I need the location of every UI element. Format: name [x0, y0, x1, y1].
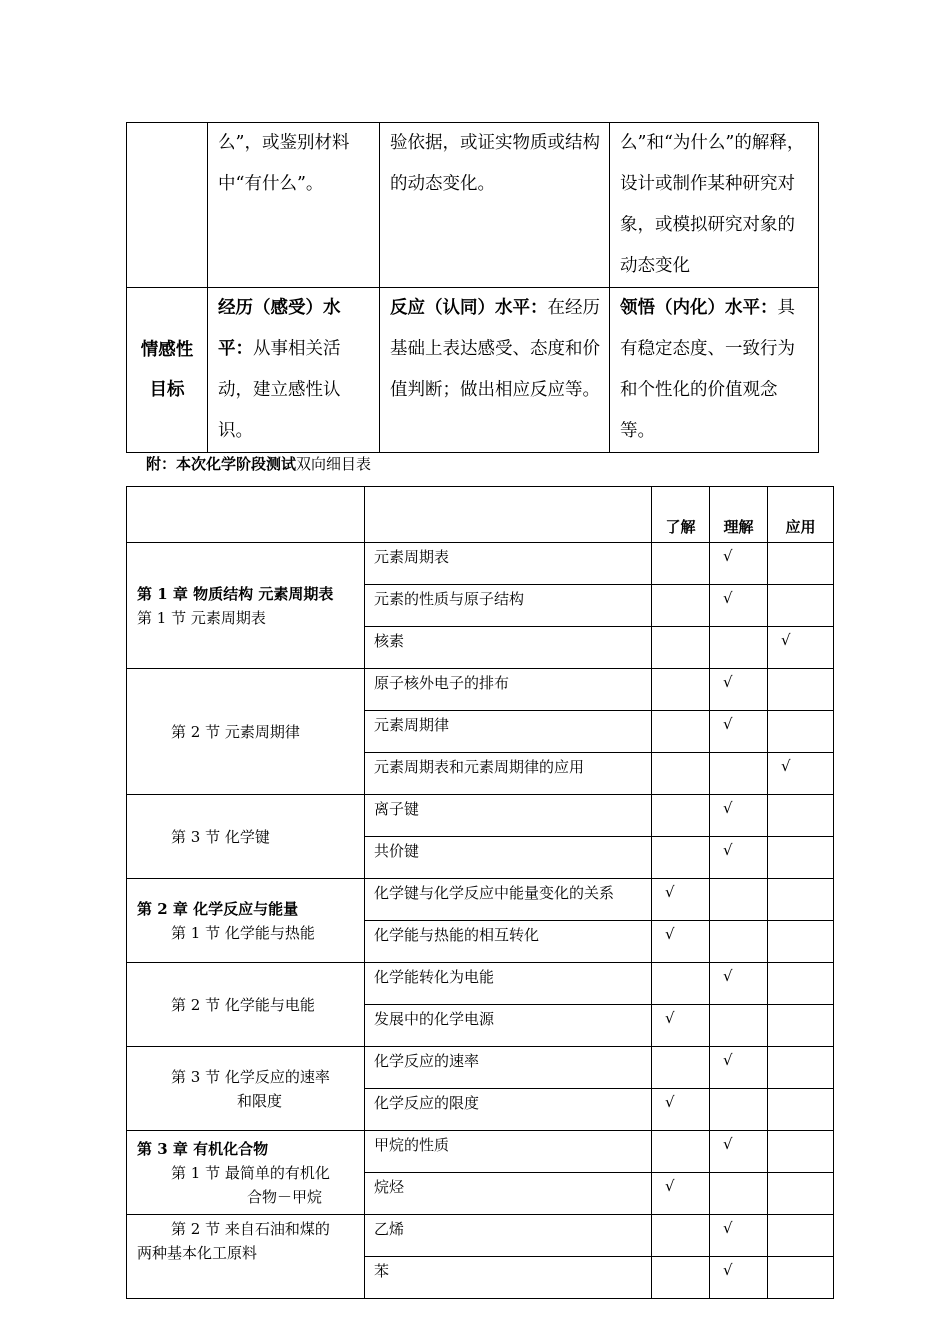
mark-cell	[768, 543, 834, 585]
table-row	[127, 669, 834, 711]
mark-cell	[652, 1047, 710, 1089]
topic-cell: 离子键	[365, 795, 652, 837]
objectives-cell: 验依据，或证实物质或结构的动态变化。	[380, 123, 610, 288]
specification-table	[126, 486, 834, 1299]
caption-bold: 附：本次化学阶段测试	[146, 455, 297, 473]
header-cell: 了解	[652, 487, 710, 543]
topic-cell: 化学反应的限度	[365, 1089, 652, 1131]
mark-cell	[652, 543, 710, 585]
section-title: 第 1 节 化学能与热能	[171, 923, 315, 942]
mark-cell: √	[768, 753, 834, 795]
mark-cell: √	[652, 879, 710, 921]
table-caption	[146, 454, 371, 474]
objectives-cell: 么”，或鉴别材料中“有什么”。	[208, 123, 380, 288]
section-title-cont: 和限度	[237, 1091, 283, 1110]
mark-cell: √	[710, 1257, 768, 1299]
objectives-row-knowledge	[127, 123, 819, 288]
mark-cell: √	[710, 669, 768, 711]
section-cell	[127, 1215, 365, 1299]
objectives-cell	[610, 288, 819, 453]
mark-cell	[768, 1173, 834, 1215]
mark-cell	[652, 795, 710, 837]
mark-cell: √	[710, 1047, 768, 1089]
header-cell	[365, 487, 652, 543]
mark-cell	[652, 837, 710, 879]
header-row	[127, 487, 834, 543]
topic-cell: 核素	[365, 627, 652, 669]
section-title: 第 3 节 化学键	[171, 827, 270, 846]
level-desc: 在经历基础上表达感受、态度和价值判断；做出相应反应等。	[390, 298, 600, 400]
section-title: 第 1 节 元素周期表	[137, 608, 266, 627]
chapter-title: 第 1 章 物质结构 元素周期表	[137, 584, 334, 603]
objectives-cell	[208, 288, 380, 453]
mark-cell	[652, 669, 710, 711]
mark-cell: √	[768, 627, 834, 669]
topic-cell: 苯	[365, 1257, 652, 1299]
table-row	[127, 795, 834, 837]
mark-cell	[710, 879, 768, 921]
mark-cell: √	[710, 963, 768, 1005]
mark-cell	[710, 627, 768, 669]
header-cell: 理解	[710, 487, 768, 543]
objectives-cell: 么”和“为什么”的解释，设计或制作某种研究对象，或模拟研究对象的动态变化	[610, 123, 819, 288]
section-cell	[127, 795, 365, 879]
mark-cell	[768, 1257, 834, 1299]
mark-cell	[768, 669, 834, 711]
mark-cell	[768, 585, 834, 627]
objectives-cell	[380, 288, 610, 453]
mark-cell: √	[652, 1173, 710, 1215]
level-title: 领悟（内化）水平：	[620, 298, 778, 318]
level-desc: 从事相关活动，建立感性认识。	[218, 339, 341, 441]
table-row	[127, 1131, 834, 1173]
section-title: 第 2 节 元素周期律	[171, 722, 300, 741]
table-row	[127, 963, 834, 1005]
label-line: 情感性	[140, 340, 194, 360]
objectives-label-cell	[127, 288, 208, 453]
mark-cell	[710, 1005, 768, 1047]
mark-cell	[710, 921, 768, 963]
section-title: 第 2 节 来自石油和煤的	[171, 1220, 330, 1238]
chapter-title: 第 2 章 化学反应与能量	[137, 899, 299, 918]
mark-cell	[768, 1215, 834, 1257]
mark-cell: √	[652, 1005, 710, 1047]
mark-cell	[710, 753, 768, 795]
mark-cell: √	[652, 921, 710, 963]
topic-cell: 元素周期表	[365, 543, 652, 585]
level-title: 反应（认同）水平：	[390, 298, 548, 318]
section-title: 第 1 节 最简单的有机化	[171, 1163, 330, 1182]
section-title: 第 3 节 化学反应的速率	[171, 1067, 330, 1086]
mark-cell: √	[710, 711, 768, 753]
topic-cell: 元素的性质与原子结构	[365, 585, 652, 627]
label-line: 目标	[149, 380, 185, 400]
mark-cell	[768, 921, 834, 963]
mark-cell: √	[710, 585, 768, 627]
caption-rest: 双向细目表	[296, 455, 372, 473]
mark-cell	[652, 1215, 710, 1257]
mark-cell: √	[710, 1215, 768, 1257]
topic-cell: 发展中的化学电源	[365, 1005, 652, 1047]
mark-cell	[652, 711, 710, 753]
mark-cell	[768, 795, 834, 837]
topic-cell: 乙烯	[365, 1215, 652, 1257]
topic-cell: 共价键	[365, 837, 652, 879]
topic-cell: 化学反应的速率	[365, 1047, 652, 1089]
mark-cell	[768, 1089, 834, 1131]
table-row	[127, 1047, 834, 1089]
level-desc: 具有稳定态度、一致行为和个性化的价值观念等。	[620, 298, 795, 441]
mark-cell	[768, 711, 834, 753]
header-cell	[127, 487, 365, 543]
section-cell	[127, 669, 365, 795]
objectives-label-cell	[127, 123, 208, 288]
topic-cell: 化学键与化学反应中能量变化的关系	[365, 879, 652, 921]
level-title: 经历（感受）水平：	[218, 298, 341, 359]
mark-cell	[652, 753, 710, 795]
mark-cell	[652, 1131, 710, 1173]
mark-cell	[652, 1257, 710, 1299]
mark-cell	[710, 1173, 768, 1215]
table-row	[127, 1215, 834, 1257]
mark-cell: √	[710, 543, 768, 585]
mark-cell	[652, 585, 710, 627]
topic-cell: 烷烃	[365, 1173, 652, 1215]
objectives-table	[126, 122, 819, 453]
mark-cell	[710, 1089, 768, 1131]
mark-cell	[768, 963, 834, 1005]
mark-cell	[768, 1047, 834, 1089]
section-title-cont: 两种基本化工原料	[137, 1244, 258, 1262]
section-cell	[127, 543, 365, 669]
chapter-title: 第 3 章 有机化合物	[137, 1139, 269, 1158]
section-title: 第 2 节 化学能与电能	[171, 995, 315, 1014]
objectives-row-affective	[127, 288, 819, 453]
topic-cell: 原子核外电子的排布	[365, 669, 652, 711]
topic-cell: 甲烷的性质	[365, 1131, 652, 1173]
topic-cell: 化学能转化为电能	[365, 963, 652, 1005]
topic-cell: 元素周期表和元素周期律的应用	[365, 753, 652, 795]
mark-cell: √	[652, 1089, 710, 1131]
section-cell	[127, 879, 365, 963]
mark-cell	[768, 1131, 834, 1173]
topic-cell: 化学能与热能的相互转化	[365, 921, 652, 963]
section-cell	[127, 1131, 365, 1215]
mark-cell: √	[710, 1131, 768, 1173]
mark-cell	[768, 879, 834, 921]
mark-cell: √	[710, 837, 768, 879]
header-cell: 应用	[768, 487, 834, 543]
mark-cell: √	[710, 795, 768, 837]
mark-cell	[652, 963, 710, 1005]
section-cell	[127, 1047, 365, 1131]
section-title-cont: 合物－甲烷	[247, 1187, 323, 1206]
table-row	[127, 543, 834, 585]
mark-cell	[768, 837, 834, 879]
table-row	[127, 879, 834, 921]
section-cell	[127, 963, 365, 1047]
topic-cell: 元素周期律	[365, 711, 652, 753]
mark-cell	[652, 627, 710, 669]
mark-cell	[768, 1005, 834, 1047]
